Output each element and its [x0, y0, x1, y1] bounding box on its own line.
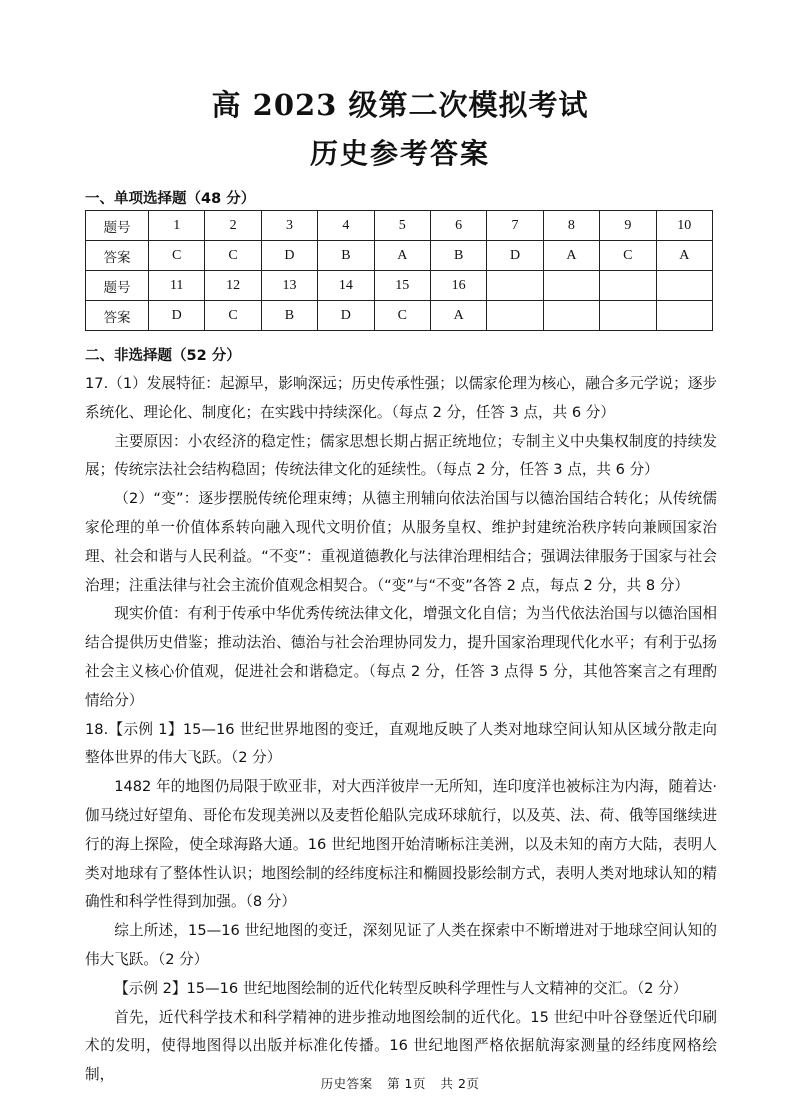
table-row — [86, 301, 713, 331]
table-cell: 7 — [487, 211, 543, 241]
footer-subject: 历史答案 — [320, 1076, 373, 1091]
table-cell: D — [487, 241, 543, 271]
row-label: 题号 — [86, 271, 149, 301]
table-cell: 16 — [430, 271, 486, 301]
paragraph-q17-part1: 17.（1）发展特征：起源早，影响深远；历史传承性强；以儒家伦理为核心，融合多元学说；逐步系统化、理论化、制度化；在实践中持续深化。（每点 2 分，任答 3 点，共 6 分） — [85, 375, 717, 421]
paragraph-q17-value: 现实价值：有利于传承中华优秀传统法律文化，增强文化自信；为当代依法治国与以德治国相结合提供历史借鉴；推动法治、德治与社会治理协同发力，提升国家治理现代化水平；有利于弘扬社会主义核心价值观，促进社会和谐稳定。（每点 2 分，任答 3 点得 5 分，其他答案言之有理酌情给分） — [85, 605, 717, 709]
table-cell: A — [430, 301, 486, 331]
row-label: 题号 — [86, 211, 149, 241]
table-cell: C — [149, 241, 205, 271]
table-cell: 9 — [600, 211, 656, 241]
exam-subtitle: 历史参考答案 — [309, 137, 490, 170]
table-cell: 3 — [261, 211, 317, 241]
answer-table — [85, 210, 713, 331]
paragraph-q18-example1: 18.【示例 1】15—16 世纪世界地图的变迁，直观地反映了人类对地球空间认知从区域分散走向整体世界的伟大飞跃。（2 分） — [85, 720, 717, 767]
table-cell: A — [374, 241, 430, 271]
paragraph-q18-example1-body: 1482 年的地图仍局限于欧亚非，对大西洋彼岸一无所知，连印度洋也被标注为内海，随着达·伽马绕过好望角、哥伦布发现美洲以及麦哲伦船队完成环球航行，以及英、法、荷、俄等国继续进行的海上探险，使全球海路大通。16 世纪地图开始清晰标注美洲，以及未知的南方大陆，表明人类对地球有了整体性认识；地图绘制的经纬度标注和椭圆投影绘制方式，表明人类对地球认知的精确性和科学性得到加强。（8 分） — [85, 778, 717, 911]
table-cell: 5 — [374, 211, 430, 241]
table-cell: 4 — [318, 211, 374, 241]
section-heading-open-questions: 二、非选择题（52 分） — [85, 348, 241, 364]
table-cell: 12 — [205, 271, 261, 301]
footer-page-number: 第 1页 — [387, 1076, 426, 1091]
table-cell — [487, 271, 543, 301]
table-cell — [656, 271, 712, 301]
table-cell: 10 — [656, 211, 712, 241]
table-cell — [543, 271, 599, 301]
paragraph-q17-reasons: 主要原因：小农经济的稳定性；儒家思想长期占据正统地位；专制主义中央集权制度的持续发展；传统宗法社会结构稳固；传统法律文化的延续性。（每点 2 分，任答 3 点，共 6 分） — [85, 432, 717, 479]
table-cell: 15 — [374, 271, 430, 301]
footer-total-pages: 共 2页 — [440, 1076, 480, 1091]
row-label: 答案 — [86, 301, 149, 331]
row-label: 答案 — [86, 241, 149, 271]
section-heading-multiple-choice: 一、单项选择题（48 分） — [85, 191, 256, 207]
paragraph-q18-example1-summary: 综上所述，15—16 世纪地图的变迁，深刻见证了人类在探索中不断增进对于地球空间认知的伟大飞跃。（2 分） — [85, 922, 717, 968]
table-cell: 13 — [261, 271, 317, 301]
table-row — [86, 211, 713, 241]
table-cell: A — [656, 241, 712, 271]
table-cell: B — [318, 241, 374, 271]
table-cell: D — [149, 301, 205, 331]
table-row — [86, 241, 713, 271]
paragraph-q18-example2-body: 首先，近代科学技术和科学精神的进步推动地图绘制的近代化。15 世纪中叶谷登堡近代印刷术的发明，使得地图得以出版并标准化传播。16 世纪地图严格依据航海家测量的经纬度网格绘制， — [85, 1008, 717, 1084]
page-footer — [0, 1074, 800, 1092]
table-cell: 6 — [430, 211, 486, 241]
table-cell: 2 — [205, 211, 261, 241]
table-cell — [487, 301, 543, 331]
table-cell: B — [261, 301, 317, 331]
table-cell: D — [318, 301, 374, 331]
table-cell: D — [261, 241, 317, 271]
table-cell: C — [600, 241, 656, 271]
table-cell: C — [374, 301, 430, 331]
table-cell: C — [205, 241, 261, 271]
table-row — [86, 271, 713, 301]
table-cell: 14 — [318, 271, 374, 301]
table-cell: 11 — [149, 271, 205, 301]
answer-body — [85, 370, 717, 1090]
table-cell: A — [543, 241, 599, 271]
table-cell — [543, 301, 599, 331]
table-cell — [600, 271, 656, 301]
table-cell: 1 — [149, 211, 205, 241]
table-cell — [656, 301, 712, 331]
table-cell: C — [205, 301, 261, 331]
paragraph-q18-example2: 【示例 2】15—16 世纪地图绘制的近代化转型反映科学理性与人文精神的交汇。（2 分） — [114, 979, 688, 997]
table-cell: B — [430, 241, 486, 271]
table-cell: 8 — [543, 211, 599, 241]
exam-title: 高 2023 级第二次模拟考试 — [211, 88, 589, 122]
table-cell — [600, 301, 656, 331]
paragraph-q17-part2: （2）“变”：逐步摆脱传统伦理束缚；从德主刑辅向依法治国与以德治国结合转化；从传统儒家伦理的单一价值体系转向融入现代文明价值；从服务皇权、维护封建统治秩序转向兼顾国家治理、社会和谐与人民利益。“不变”：重视道德教化与法律治理相结合；强调法律服务于国家与社会治理；注重法律与社会主流价值观念相契合。（“变”与“不变”各答 2 点，每点 2 分，共 8 分） — [85, 490, 717, 594]
